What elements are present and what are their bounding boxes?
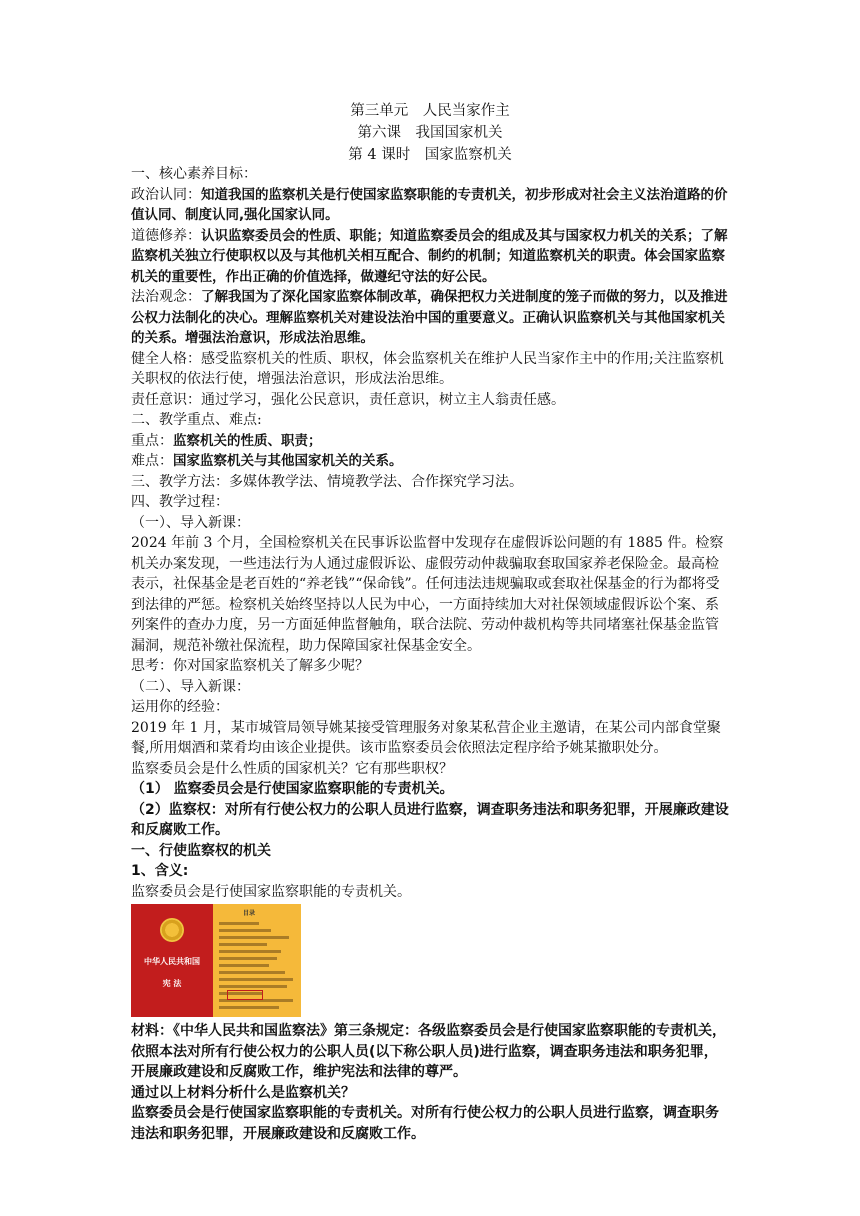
case-question: 监察委员会是什么性质的国家机关？它有那些职权？ xyxy=(131,760,453,777)
experience-label: 运用你的经验： xyxy=(131,699,229,715)
analysis-question: 通过以上材料分析什么是监察机关？ xyxy=(131,1084,355,1101)
difficult-label: 难点： xyxy=(131,453,173,469)
book-subtitle: 宪 法 xyxy=(162,979,182,988)
toc-line xyxy=(219,936,289,939)
toc-line xyxy=(219,964,269,967)
book-title: 中华人民共和国 xyxy=(144,957,200,966)
answer-1: （1） 监察委员会是行使国家监察职能的专责机关。 xyxy=(131,781,454,797)
think-question: 思考：你对国家监察机关了解多少呢？ xyxy=(131,658,369,674)
morality-text: 认识监察委员会的性质、职能；知道监察委员会的组成及其与国家权力机关的关系；了解监察机关独立行使职权以及与其他机关相互配合、制约的机制；知道监察机关的职责。体会国家监察机关的重要性，作出正确的价值选择，做遵纪守法的好公民。 xyxy=(131,227,728,285)
politics-label: 政治认同： xyxy=(131,186,201,203)
responsibility-paragraph: 责任意识：通过学习，强化公民意识，责任意识，树立主人翁责任感。 xyxy=(131,391,565,408)
toc-line xyxy=(219,957,277,960)
section4-heading: 四、教学过程： xyxy=(131,494,229,510)
difficult-point xyxy=(131,451,731,472)
case-text: 2019 年 1 月，某市城管局领导姚某接受管理服务对象某私营企业主邀请，在某公司内部食堂聚餐,所用烟酒和菜肴均由该企业提供。该市监察委员会依照法定程序给予姚某撤职处分。 xyxy=(131,719,721,756)
title-block xyxy=(0,100,860,166)
toc-line xyxy=(219,922,259,925)
key-point xyxy=(131,431,731,452)
part1-sub1: 1、含义: xyxy=(131,863,189,879)
toc-highlight-box xyxy=(227,990,263,1000)
section3-heading: 三、教学方法：多媒体教学法、情境教学法、合作探究学习法。 xyxy=(131,473,523,490)
law-paragraph xyxy=(131,287,731,349)
toc-line xyxy=(219,971,285,974)
national-emblem-icon xyxy=(160,918,184,942)
morality-paragraph xyxy=(131,226,731,288)
toc-line xyxy=(219,1006,279,1009)
intro1-heading: （一）、导入新课： xyxy=(131,514,250,531)
toc-line xyxy=(219,943,267,946)
analysis-answer: 监察委员会是行使国家监察职能的专责机关。对所有行使公权力的公职人员进行监察，调查职务违法和职务犯罪，开展廉政建设和反腐败工作。 xyxy=(131,1105,719,1142)
intro1-text: 2024 年前 3 个月，全国检察机关在民事诉讼监督中发现存在虚假诉讼问题的有 1885 件。检察机关办案发现，一些违法行为人通过虚假诉讼、虚假劳动仲裁骗取套取国家养老保险金。最高检表示，社保基金是老百姓的“养老钱”“保命钱”。任何违法违规骗取或套取社保基金的行为都将受到法律的严惩。检察机关始终坚持以人民为中心，一方面持续加大对社保领域虚假诉讼个案、系列案件的查办力度，另一方面延伸监督触角，联合法院、劳动仲裁机构等共同堵塞社保基金监管漏洞，规范补缴社保流程，助力保障国家社保基金安全。 xyxy=(131,535,724,654)
politics-text: 知道我国的监察机关是行使国家监察职能的专责机关，初步形成对社会主义法治道路的价值认同、制度认同,强化国家认同。 xyxy=(131,186,728,223)
constitution-image xyxy=(131,904,301,1017)
section2-heading: 二、教学重点、难点: xyxy=(131,412,262,428)
toc-line xyxy=(219,978,293,981)
answer-2: （2）监察权：对所有行使公权力的公职人员进行监察，调查职务违法和职务犯罪，开展廉政建设和反腐败工作。 xyxy=(131,801,729,838)
lesson-title: 第六课 我国国家机关 xyxy=(357,125,503,141)
definition-text: 监察委员会是行使国家监察职能的专责机关。 xyxy=(131,883,411,900)
morality-label: 道德修养： xyxy=(131,227,201,244)
table-of-contents-page xyxy=(213,904,301,1017)
law-text: 了解我国为了深化国家监察体制改革，确保把权力关进制度的笼子而做的努力，以及推进公权力法制化的决心。理解监察机关对建设法治中国的重要意义。正确认识监察机关与其他国家机关的关系。增强法治意识，形成法治思维。 xyxy=(131,289,728,346)
constitution-book-cover xyxy=(131,904,213,1017)
personality-paragraph: 健全人格：感受监察机关的性质、职权，体会监察机关在维护人民当家作主中的作用;关注监察机关职权的依法行使，增强法治意识，形成法治思维。 xyxy=(131,350,724,387)
difficult-text: 国家监察机关与其他国家机关的关系。 xyxy=(173,453,403,469)
toc-line xyxy=(219,950,281,953)
period-title: 第 4 课时 国家监察机关 xyxy=(348,147,512,163)
key-text: 监察机关的性质、职责； xyxy=(173,432,322,449)
part1-heading: 一、行使监察权的机关 xyxy=(131,842,271,859)
section1-heading: 一、核心素养目标： xyxy=(131,166,257,182)
document-body xyxy=(131,164,731,1144)
toc-title: 目录 xyxy=(243,910,256,917)
politics-paragraph xyxy=(131,185,731,226)
toc-line xyxy=(219,985,287,988)
key-label: 重点： xyxy=(131,432,173,449)
intro2-heading: （二）、导入新课： xyxy=(131,678,250,695)
law-label: 法治观念： xyxy=(131,289,201,305)
material-text: 材料：《中华人民共和国监察法》第三条规定：各级监察委员会是行使国家监察职能的专责机关，依照本法对所有行使公权力的公职人员(以下称公职人员)进行监察，调查职务违法和职务犯罪，开展廉政建设和反腐败工作，维护宪法和法律的尊严。 xyxy=(131,1023,726,1080)
toc-line xyxy=(219,929,271,932)
unit-title: 第三单元 人民当家作主 xyxy=(350,103,510,119)
